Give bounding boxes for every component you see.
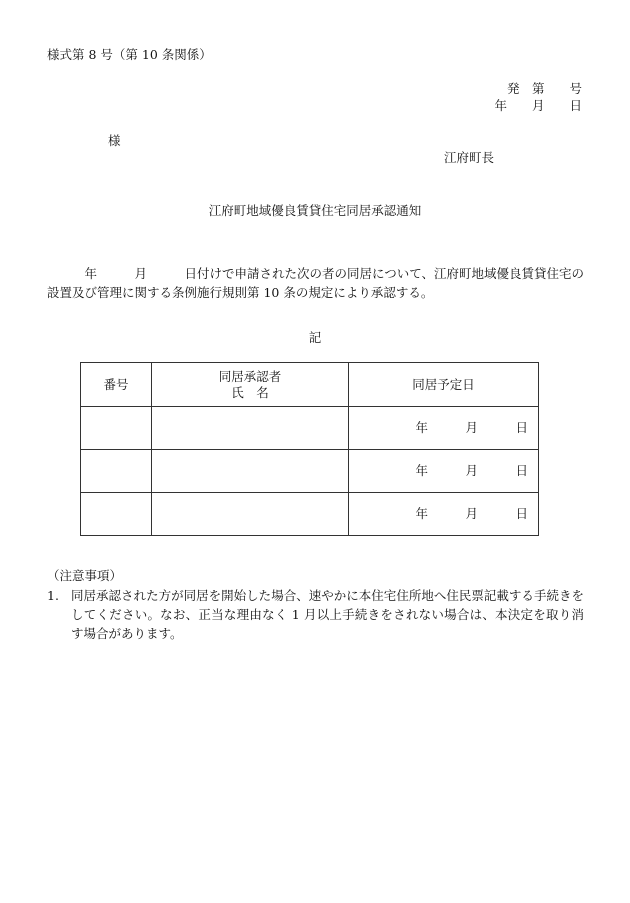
table-row bbox=[81, 407, 539, 450]
document-title: 江府町地域優良賃貸住宅同居承認通知 bbox=[208, 203, 422, 218]
addressee: 様 bbox=[108, 133, 121, 148]
header-name-line2: 氏 名 bbox=[231, 384, 269, 400]
sender: 江府町長 bbox=[443, 150, 494, 165]
cell-name bbox=[152, 493, 349, 536]
cell-name bbox=[152, 450, 349, 493]
cell-date: 年 月 日 bbox=[349, 493, 539, 536]
body-paragraph: 年 月 日付けで申請された次の者の同居について、江府町地域優良賃貸住宅の設置及び管理に関する条例施行規則第 10 条の規定により承認する。 bbox=[47, 266, 585, 300]
issue-date: 年 月 日 bbox=[494, 98, 582, 113]
list-item bbox=[47, 586, 584, 643]
header-name bbox=[152, 363, 349, 407]
cell-date: 年 月 日 bbox=[349, 450, 539, 493]
header-date: 同居予定日 bbox=[349, 363, 539, 407]
cell-number bbox=[81, 407, 152, 450]
cell-name bbox=[152, 407, 349, 450]
cell-number bbox=[81, 493, 152, 536]
list-item-text: 同居承認された方が同居を開始した場合、速やかに本住宅住所地へ住民票記載する手続きをしてください。なお、正当な理由なく 1 月以上手続きをされない場合は、本決定を取り消す場合があります。 bbox=[71, 588, 584, 641]
issue-number: 発 第 号 bbox=[506, 81, 582, 96]
ki-mark: 記 bbox=[308, 330, 322, 345]
cell-number bbox=[81, 450, 152, 493]
notes-list bbox=[47, 586, 584, 643]
notes-heading: （注意事項） bbox=[47, 568, 123, 583]
list-item-number: 1. bbox=[47, 588, 59, 603]
table-header-row bbox=[81, 363, 539, 407]
form-number: 様式第 8 号（第 10 条関係） bbox=[47, 47, 212, 62]
cell-date: 年 月 日 bbox=[349, 407, 539, 450]
header-number: 番号 bbox=[81, 363, 152, 407]
table-row bbox=[81, 450, 539, 493]
approval-table bbox=[80, 362, 539, 536]
table-row bbox=[81, 493, 539, 536]
header-name-line1: 同居承認者 bbox=[218, 368, 282, 384]
